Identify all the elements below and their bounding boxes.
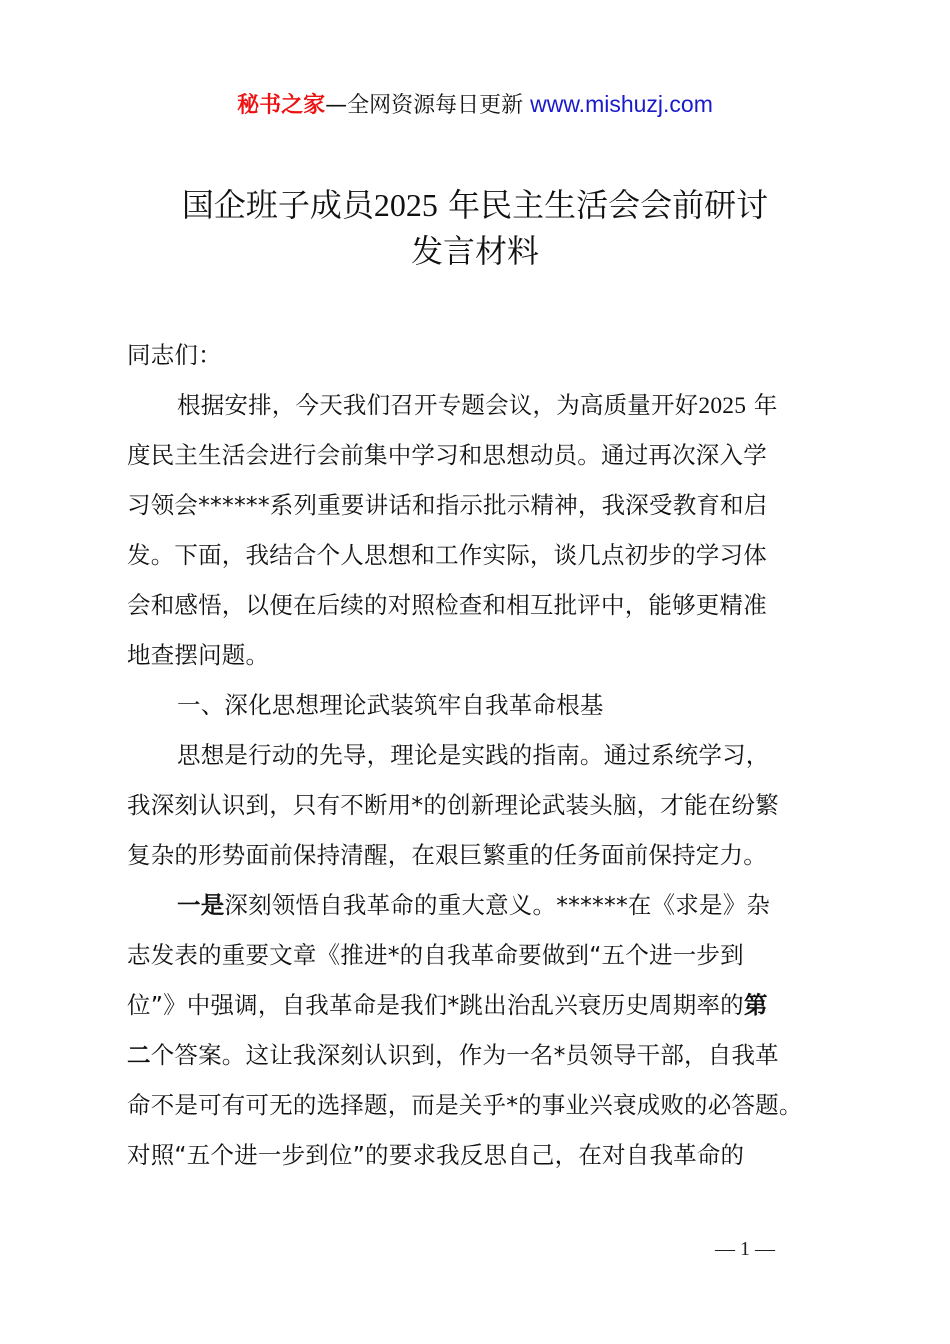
emphasis-text: 二	[127, 1041, 151, 1069]
text-line: 会和感悟，以便在后续的对照检查和相互批评中，能够更精准	[127, 591, 767, 619]
text-line: 二个答案。这让我深刻认识到，作为一名*员领导干部，自我革	[127, 1041, 779, 1069]
title-line-2: 发言材料	[410, 232, 539, 270]
text-line: 习领会******系列重要讲话和指示批示精神，我深受教育和启	[127, 491, 768, 519]
text-line: 度民主生活会进行会前集中学习和思想动员。通过再次深入学	[127, 441, 767, 469]
paragraph-intro	[127, 380, 837, 680]
text-line: 思想是行动的先导，理论是实践的指南。通过系统学习，	[177, 741, 770, 769]
text-line: 复杂的形势面前保持清醒，在艰巨繁重的任务面前保持定力。	[127, 841, 767, 869]
text-line: 位”》中强调，自我革命是我们*跳出治乱兴衰历史周期率的第	[127, 991, 768, 1019]
text-line: 根据安排，今天我们召开专题会议，为高质量开好2025 年	[177, 391, 778, 419]
document-title	[0, 182, 950, 274]
text-line: 对照“五个进一步到位”的要求我反思自己，在对自我革命的	[127, 1141, 745, 1169]
text-line: 发。下面，我结合个人思想和工作实际，谈几点初步的学习体	[127, 541, 767, 569]
text-line: 地查摆问题。	[127, 641, 270, 669]
text-line: 志发表的重要文章《推进*的自我革命要做到“五个进一步到	[127, 941, 744, 969]
title-line-1: 国企班子成员2025 年民主生活会会前研讨	[181, 186, 769, 224]
page-number: — 1 —	[715, 1238, 775, 1260]
brand-name: 秘书之家	[237, 93, 326, 118]
text-line: 命不是可有可无的选择题，而是关乎*的事业兴衰成败的必答题。	[127, 1091, 803, 1119]
point-label: 一是	[177, 891, 225, 919]
greeting: 同志们：	[127, 341, 222, 369]
paragraph-theory	[127, 730, 837, 880]
paragraph-point-one	[127, 880, 837, 1180]
document-body	[127, 330, 837, 1180]
text-line: 我深刻认识到，只有不断用*的创新理论武装头脑，才能在纷繁	[127, 791, 779, 819]
site-header-banner	[0, 88, 950, 122]
site-url-link[interactable]: www.mishuzj.com	[530, 91, 713, 117]
header-tagline: —全网资源每日更新	[325, 93, 524, 118]
section-heading-1: 一、深化思想理论武装筑牢自我革命根基	[177, 691, 604, 719]
text-line: 一是深刻领悟自我革命的重大意义。******在《求是》杂	[177, 891, 771, 919]
emphasis-text: 第	[743, 991, 768, 1019]
